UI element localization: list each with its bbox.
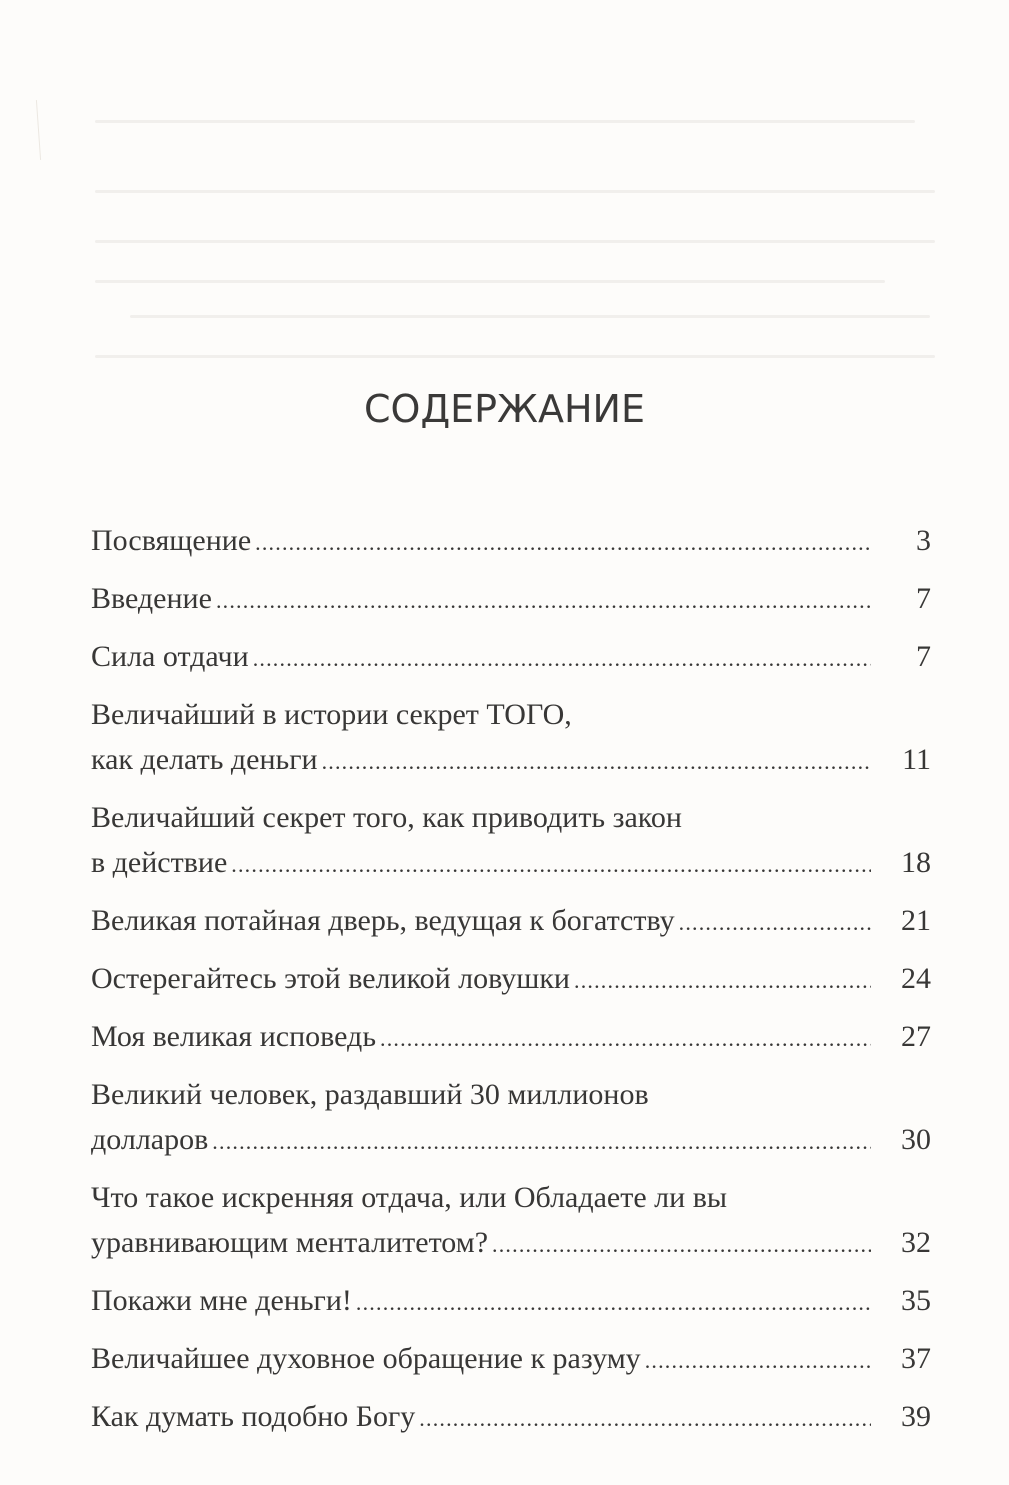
toc-page-number: 35 xyxy=(901,1284,931,1317)
dot-leader xyxy=(492,1222,871,1267)
toc-page-number: 24 xyxy=(901,962,931,995)
page-crease xyxy=(36,100,41,160)
dot-leader xyxy=(679,900,871,945)
page-title: СОДЕРЖАНИЕ xyxy=(364,387,645,432)
toc-entry[interactable] xyxy=(91,1014,931,1059)
toc-entry-title: Посвящение xyxy=(91,524,252,557)
show-through-line xyxy=(95,280,885,283)
dot-leader xyxy=(645,1338,871,1383)
dot-leader xyxy=(231,842,871,887)
toc-entry[interactable] xyxy=(91,898,931,943)
dot-leader xyxy=(419,1396,871,1441)
toc-entry-title-line-1: Величайший секрет того, как приводить закон xyxy=(91,801,682,834)
toc-page-number: 30 xyxy=(901,1123,931,1156)
toc-entry-title-line-2: уравнивающим менталитетом? xyxy=(91,1226,489,1259)
table-of-contents xyxy=(91,518,931,1452)
toc-entry-title-line-2: в действие xyxy=(91,846,228,879)
toc-entry-title-line-1: Великий человек, раздавший 30 миллионов xyxy=(91,1078,649,1111)
toc-entry-title-line-2: как делать деньги xyxy=(91,743,318,776)
toc-page-number: 3 xyxy=(916,524,931,557)
toc-entry-title: Моя великая исповедь xyxy=(91,1020,376,1053)
toc-page-number: 27 xyxy=(901,1020,931,1053)
dot-leader xyxy=(253,636,871,681)
toc-page-number: 7 xyxy=(916,582,931,615)
show-through-line xyxy=(95,190,935,193)
toc-entry[interactable] xyxy=(91,1336,931,1381)
toc-entry-title: Как думать подобно Богу xyxy=(91,1400,416,1433)
toc-entry-title: Великая потайная дверь, ведущая к богатству xyxy=(91,904,675,937)
toc-entry[interactable] xyxy=(91,518,931,563)
toc-page-number: 21 xyxy=(901,904,931,937)
toc-entry[interactable] xyxy=(91,795,931,885)
dot-leader xyxy=(212,1119,871,1164)
toc-entry[interactable] xyxy=(91,692,931,782)
toc-entry-title: Сила отдачи xyxy=(91,640,249,673)
toc-page-number: 37 xyxy=(901,1342,931,1375)
toc-entry[interactable] xyxy=(91,956,931,1001)
toc-entry-title: Величайшее духовное обращение к разуму xyxy=(91,1342,641,1375)
toc-page-number: 39 xyxy=(901,1400,931,1433)
toc-entry-title: Введение xyxy=(91,582,212,615)
dot-leader xyxy=(322,739,871,784)
show-through-line xyxy=(95,120,915,123)
dot-leader xyxy=(380,1016,871,1061)
toc-entry[interactable] xyxy=(91,1072,931,1162)
toc-entry[interactable] xyxy=(91,634,931,679)
dot-leader xyxy=(255,520,871,565)
dot-leader xyxy=(216,578,871,623)
toc-entry-title-line-1: Величайший в истории секрет ТОГО, xyxy=(91,698,572,731)
toc-page-number: 18 xyxy=(901,846,931,879)
toc-entry-title-line-1: Что такое искренняя отдача, или Обладаете ли вы xyxy=(91,1181,728,1214)
toc-entry[interactable] xyxy=(91,1175,931,1265)
toc-entry[interactable] xyxy=(91,576,931,621)
toc-page-number: 32 xyxy=(901,1226,931,1259)
toc-entry[interactable] xyxy=(91,1394,931,1439)
toc-entry-title-line-2: долларов xyxy=(91,1123,209,1156)
show-through-line xyxy=(130,315,930,318)
toc-page-number: 7 xyxy=(916,640,931,673)
show-through-line xyxy=(95,240,935,243)
toc-entry[interactable] xyxy=(91,1278,931,1323)
show-through-line xyxy=(95,355,935,358)
dot-leader xyxy=(574,958,871,1003)
toc-entry-title: Остерегайтесь этой великой ловушки xyxy=(91,962,570,995)
dot-leader xyxy=(356,1280,871,1325)
toc-page-number: 11 xyxy=(902,743,931,776)
toc-entry-title: Покажи мне деньги! xyxy=(91,1284,352,1317)
